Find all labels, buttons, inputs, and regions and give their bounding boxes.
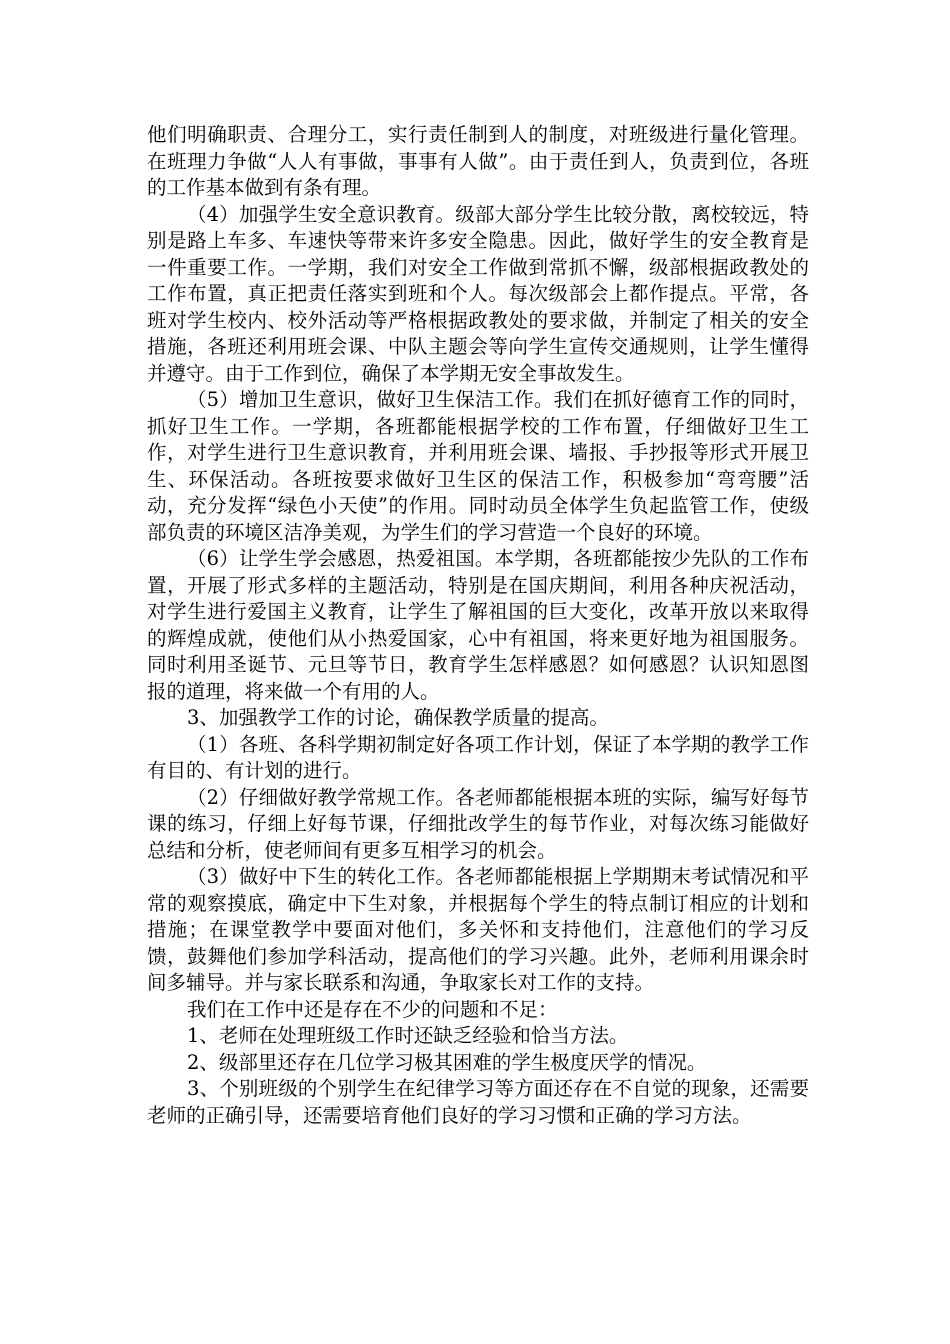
document-body bbox=[147, 122, 809, 1129]
paragraph-problems-intro: 我们在工作中还是存在不少的问题和不足： bbox=[187, 997, 558, 1021]
paragraph-plans: （1）各班、各科学期初制定好各项工作计划，保证了本学期的教学工作有目的、有计划的进行。 bbox=[147, 732, 809, 782]
paragraph-hygiene: （5）增加卫生意识，做好卫生保洁工作。我们在抓好德育工作的同时，抓好卫生工作。一学期，各班都能根据学校的工作布置，仔细做好卫生工作，对学生进行卫生意识教育，并利用班会课、墙报、手抄报等形式开展卫生、环保活动。各班按要求做好卫生区的保洁工作，积极参加“弯弯腰”活动，充分发挥“绿色小天使”的作用。同时动员全体学生负起监管工作，使级部负责的环境区洁净美观，为学生们的学习营造一个良好的环境。 bbox=[147, 388, 809, 544]
paragraph-problem-3: 3、个别班级的个别学生在纪律学习等方面还存在不自觉的现象，还需要老师的正确引导，还需要培育他们良好的学习习惯和正确的学习方法。 bbox=[147, 1077, 809, 1127]
paragraph-transformation: （3）做好中下生的转化工作。各老师都能根据上学期期末考试情况和平常的观察摸底，确定中下生对象，并根据每个学生的特点制订相应的计划和措施；在课堂教学中要面对他们，多关怀和支持他们，注意他们的学习反馈，鼓舞他们参加学科活动，提高他们的学习兴趣。此外，老师利用课余时间多辅导。并与家长联系和沟通，争取家长对工作的支持。 bbox=[147, 865, 809, 994]
paragraph-problem-1: 1、老师在处理班级工作时还缺乏经验和恰当方法。 bbox=[187, 1024, 629, 1047]
paragraph-safety: （4）加强学生安全意识教育。级部大部分学生比较分散，离校较远，特别是路上车多、车速快等带来许多安全隐患。因此，做好学生的安全教育是一件重要工作。一学期，我们对安全工作做到常抓不懈，级部根据政教处的工作布置，真正把责任落实到班和个人。每次级部会上都作提点。平常，各班对学生校内、校外活动等严格根据政教处的要求做，并制定了相关的安全措施，各班还利用班会课、中队主题会等向学生宣传交通规则，让学生懂得并遵守。由于工作到位，确保了本学期无安全事故发生。 bbox=[147, 202, 809, 385]
paragraph-1: 他们明确职责、合理分工，实行责任制到人的制度，对班级进行量化管理。在班理力争做“人人有事做，事事有人做”。由于责任到人，负责到位，各班的工作基本做到有条有理。 bbox=[147, 123, 809, 199]
paragraph-teaching-heading: 3、加强教学工作的讨论，确保教学质量的提高。 bbox=[187, 706, 609, 729]
paragraph-gratitude: （6）让学生学会感恩，热爱祖国。本学期，各班都能按少先队的工作布置，开展了形式多样的主题活动，特别是在国庆期间，利用各种庆祝活动，对学生进行爱国主义教育，让学生了解祖国的巨大变化，改革开放以来取得的辉煌成就，使他们从小热爱国家，心中有祖国，将来更好地为祖国服务。同时利用圣诞节、元旦等节日，教育学生怎样感恩？如何感恩？认识知恩图报的道理，将来做一个有用的人。 bbox=[147, 547, 809, 703]
paragraph-routine: （2）仔细做好教学常规工作。各老师都能根据本班的实际，编写好每节课的练习，仔细上好每节课，仔细批改学生的每节作业，对每次练习能做好总结和分析，使老师间有更多互相学习的机会。 bbox=[147, 785, 809, 862]
paragraph-problem-2: 2、级部里还存在几位学习极其困难的学生极度厌学的情况。 bbox=[187, 1050, 707, 1074]
